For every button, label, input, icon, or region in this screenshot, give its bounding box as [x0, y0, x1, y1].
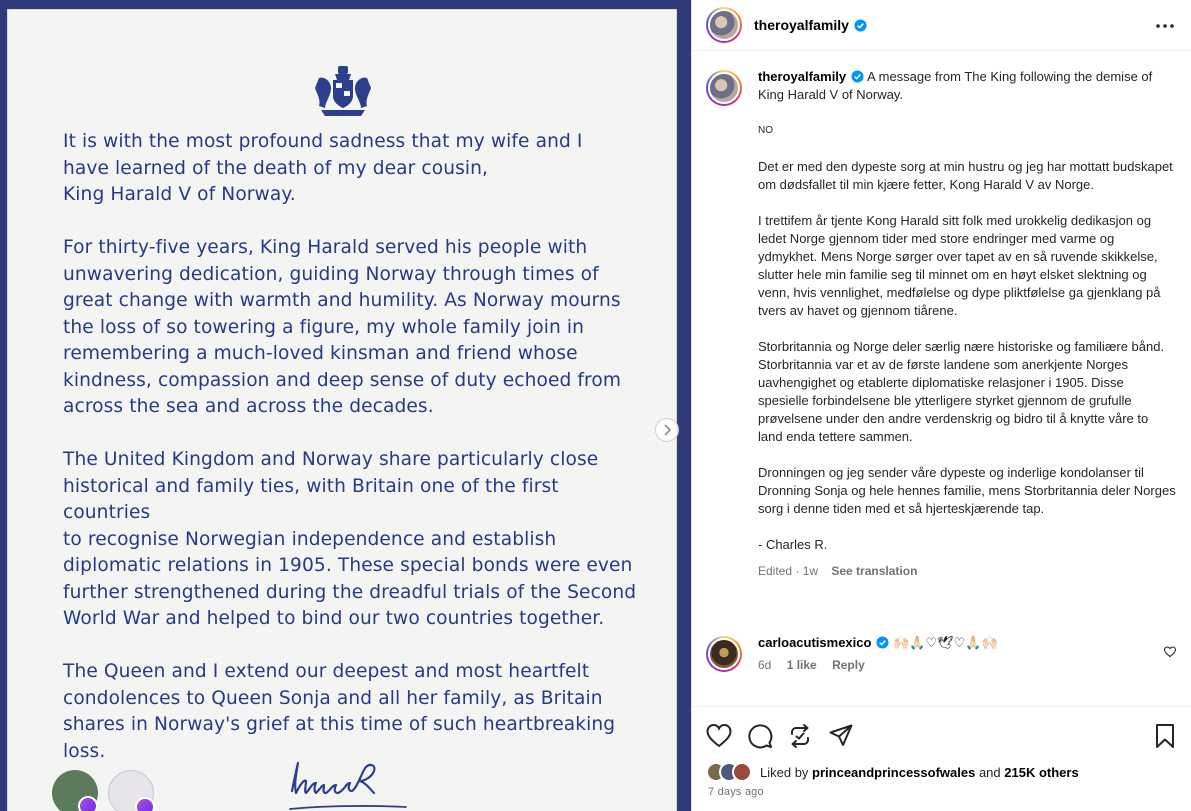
caption-meta: [758, 564, 1176, 578]
comment-like-heart-icon[interactable]: [1164, 646, 1176, 658]
post-header: [692, 0, 1191, 51]
author-username[interactable]: theroyalfamily: [754, 17, 849, 33]
signature-icon: [282, 751, 412, 811]
letter-line: King Harald V of Norway.: [63, 184, 296, 205]
liker-avatar[interactable]: [732, 762, 752, 782]
save-bookmark-icon[interactable]: [1152, 723, 1178, 749]
caption-signoff: - Charles R.: [758, 537, 828, 552]
share-send-icon[interactable]: [828, 723, 854, 749]
letter-paragraph: [63, 129, 643, 209]
tagged-account-avatar[interactable]: [52, 770, 98, 811]
letter-line: diplomatic relations in 1905. These special bonds were even: [63, 555, 633, 576]
caption-paragraph: Storbritannia og Norge deler særlig nære historiske og familiære bånd. Storbritannia var et av de første landene som anerkjente Norges uavhengighet og etablerte diplomatiske relasjoner i 1905. Disse spesielle forbindelsene ble ytterligere styrket gjennom de grufulle prøvelsene under den andre verdenskrig og bidro til å knytte våre to land enda tettere sammen.: [758, 339, 1168, 444]
repost-icon[interactable]: [787, 723, 813, 749]
letter-line: historical and family ties, with Britain one of the first countries: [63, 475, 559, 523]
comments-area[interactable]: [692, 52, 1191, 706]
caption-intro: A message from The King following the demise of King Harald V of Norway.: [758, 69, 1153, 102]
likes-count[interactable]: 215K others: [1004, 764, 1079, 780]
caption-paragraph: Det er med den dypeste sorg at min hustru og jeg har mottatt budskapet om dødsfallet til min kjære fetter, Kong Harald V av Norge.: [758, 159, 1177, 192]
next-image-button[interactable]: [655, 418, 679, 442]
author-avatar[interactable]: [706, 7, 742, 43]
liked-by-user[interactable]: princeandprincessofwales: [812, 764, 976, 780]
letter-line: World War and helped to bind our two countries together.: [63, 608, 605, 629]
letter-line: great change with warmth and humility. As Norway mourns: [63, 290, 621, 311]
liked-and-label: and: [978, 764, 1001, 780]
letter-text: [63, 129, 643, 792]
comment-time: 6d: [758, 658, 772, 672]
story-badge-icon: [135, 797, 155, 811]
edited-time: Edited · 1w: [758, 564, 819, 578]
letter-line: kindness, compassion and deep sense of duty echoed from: [63, 369, 622, 391]
likes-summary: [706, 762, 1079, 782]
letter-line: further strengthened during the dreadful trials of the Second: [63, 581, 637, 603]
royal-crest-icon: [313, 64, 373, 122]
caption-language-tag: NO: [758, 125, 773, 136]
letter-line: across the sea and across the decades.: [63, 396, 434, 417]
comment-reply-button[interactable]: Reply: [832, 658, 865, 672]
caption-paragraph: Dronningen og jeg sender våre dypeste og inderlige kondolanser til Dronning Sonja og hele hennes familie, mens Storbritannia deler Norges sorg i denne tiden med et så hjerteskjærende tap.: [758, 465, 1180, 516]
letter-line: shares in Norway's grief at this time of such heartbreaking: [63, 714, 616, 735]
comment-item: [706, 634, 1176, 672]
comment-text: 🙌🏻🙏🏻♡🕊♡🙏🏻🙌🏻: [893, 635, 998, 650]
commenter-avatar[interactable]: [706, 636, 742, 672]
caption-paragraph: I trettifem år tjente Kong Harald sitt folk med urokkelig dedikasjon og ledet Norge gjennom tider med store endringer med varme og ydmykhet. Mens Norge sørger over tapet av en så ruvende skikkelse, slutter hele min familie seg til minnet om en høyt elsket slektning og venn, hvis vennlighet, medfølelse og dype pliktfølelse ga gjenklang på tvers av havet og gjennom tiårene.: [758, 213, 1165, 318]
letter-line: remembering a much-loved kinsman and friend whose: [63, 343, 578, 364]
letter-paragraph: [63, 235, 643, 421]
letter-line: the loss of so towering a figure, my whole family join in: [63, 316, 585, 338]
letter-line: to recognise Norwegian independence and establish: [63, 528, 557, 550]
letter-line: The Queen and I extend our deepest and most heartfelt: [63, 661, 590, 682]
post-side-panel: [691, 0, 1191, 811]
letter-line: The United Kingdom and Norway share particularly close: [63, 449, 599, 470]
comment-likes[interactable]: 1 like: [786, 658, 817, 672]
verified-badge-icon: [851, 70, 864, 83]
letter-image: [7, 9, 677, 811]
letter-paragraph: [63, 447, 643, 633]
commenter-username[interactable]: carloacutismexico: [758, 635, 872, 650]
verified-badge-icon: [854, 19, 867, 32]
liked-by-label: Liked by: [760, 764, 809, 780]
letter-line: have learned of the death of my dear cousin,: [63, 157, 489, 179]
letter-line: condolences to Queen Sonja and all her family, as Britain: [63, 687, 603, 709]
chevron-right-icon: [662, 424, 672, 436]
story-badge-icon: [78, 796, 98, 811]
letter-line: unwavering dedication, guiding Norway through times of: [63, 263, 599, 285]
caption-username[interactable]: theroyalfamily: [758, 69, 847, 84]
more-options-icon[interactable]: [1155, 17, 1175, 35]
letter-line: For thirty-five years, King Harald served his people with: [63, 237, 588, 258]
comment-bubble-icon[interactable]: [747, 723, 773, 749]
post-date[interactable]: 7 days ago: [708, 786, 764, 798]
comment-meta: [758, 658, 1176, 672]
verified-badge-icon: [876, 636, 889, 649]
tagged-account-avatar[interactable]: [108, 770, 154, 811]
see-translation-link[interactable]: See translation: [831, 564, 918, 578]
letter-line: It is with the most profound sadness that my wife and I: [63, 131, 583, 152]
post-caption: [706, 68, 1180, 578]
letter-paragraph: [63, 659, 643, 765]
action-bar: [692, 706, 1191, 746]
like-heart-icon[interactable]: [706, 723, 732, 749]
letter-line: loss.: [63, 740, 106, 762]
caption-author-avatar[interactable]: [706, 70, 742, 106]
